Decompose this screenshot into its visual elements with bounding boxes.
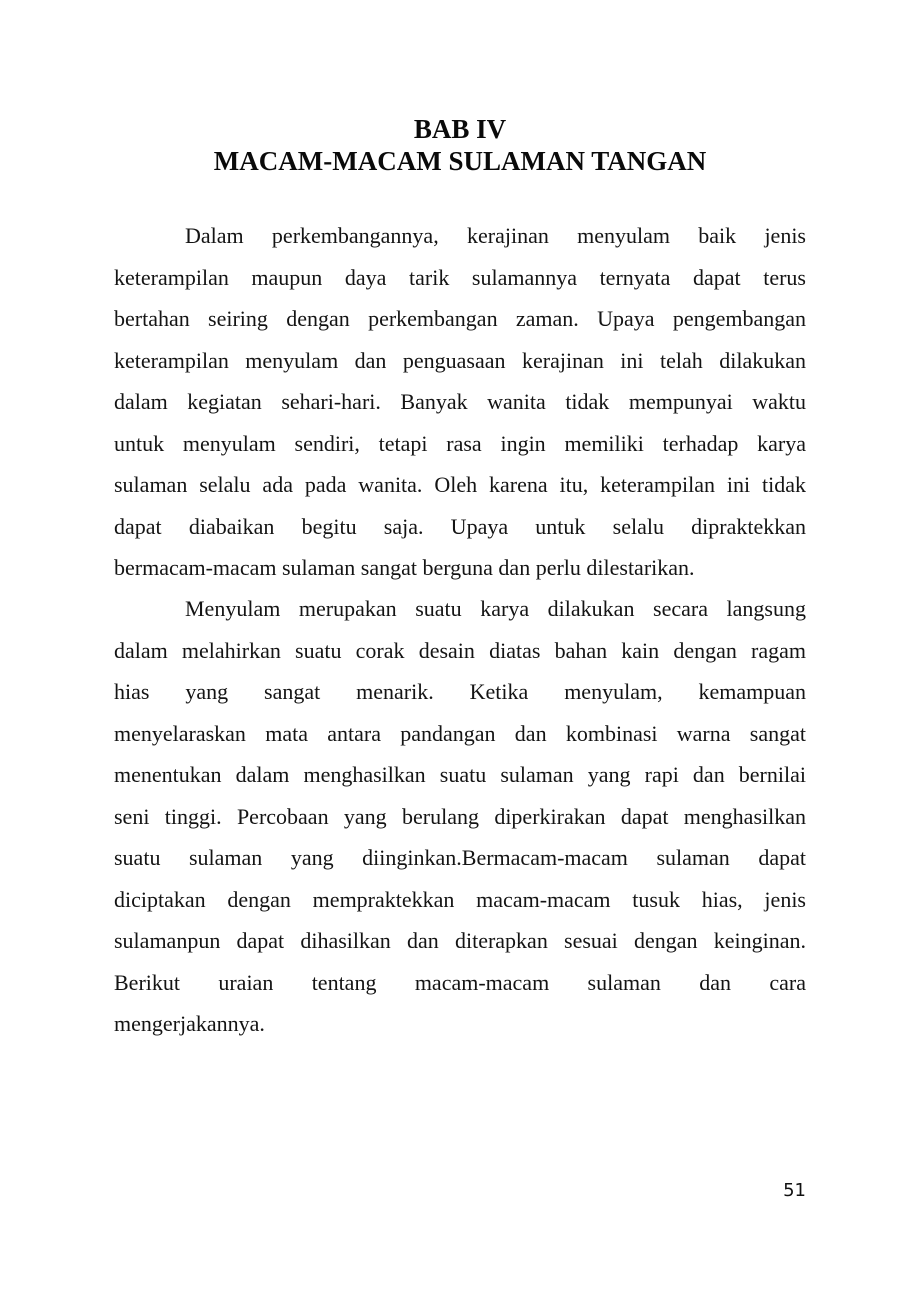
text-line: Berikut uraian tentang macam-macam sulaman dan cara xyxy=(114,970,806,995)
text-line: untuk menyulam sendiri, tetapi rasa ingin memiliki terhadap karya xyxy=(114,431,806,456)
text-line: diciptakan dengan mempraktekkan macam-macam tusuk hias, jenis xyxy=(114,887,806,912)
text-line: sulaman selalu ada pada wanita. Oleh karena itu, keterampilan ini tidak xyxy=(114,472,806,497)
chapter-number: BAB IV xyxy=(413,114,507,144)
text-line: bertahan seiring dengan perkembangan zaman. Upaya pengembangan xyxy=(114,306,806,331)
text-line: Menyulam merupakan suatu karya dilakukan secara langsung xyxy=(185,596,806,621)
page-number: 51 xyxy=(783,1180,806,1201)
text-line: dalam kegiatan sehari-hari. Banyak wanita tidak mempunyai waktu xyxy=(114,389,806,414)
text-line: Dalam perkembangannya, kerajinan menyulam baik jenis xyxy=(185,223,806,248)
text-line: menyelaraskan mata antara pandangan dan kombinasi warna sangat xyxy=(114,721,806,746)
text-line: bermacam-macam sulaman sangat berguna dan perlu dilestarikan. xyxy=(114,555,695,580)
text-line: keterampilan maupun daya tarik sulamannya ternyata dapat terus xyxy=(114,265,806,290)
text-line: suatu sulaman yang diinginkan.Bermacam-macam sulaman dapat xyxy=(114,845,806,870)
text-line: keterampilan menyulam dan penguasaan kerajinan ini telah dilakukan xyxy=(114,348,806,373)
text-line: mengerjakannya. xyxy=(114,1011,265,1036)
chapter-title: MACAM-MACAM SULAMAN TANGAN xyxy=(213,146,707,176)
text-line: dapat diabaikan begitu saja. Upaya untuk selalu dipraktekkan xyxy=(114,514,806,539)
text-line: menentukan dalam menghasilkan suatu sulaman yang rapi dan bernilai xyxy=(114,762,806,787)
text-line: sulamanpun dapat dihasilkan dan diterapkan sesuai dengan keinginan. xyxy=(114,928,806,953)
text-line: hias yang sangat menarik. Ketika menyulam, kemampuan xyxy=(114,679,806,704)
text-line: dalam melahirkan suatu corak desain diatas bahan kain dengan ragam xyxy=(114,638,806,663)
text-line: seni tinggi. Percobaan yang berulang diperkirakan dapat menghasilkan xyxy=(114,804,806,829)
